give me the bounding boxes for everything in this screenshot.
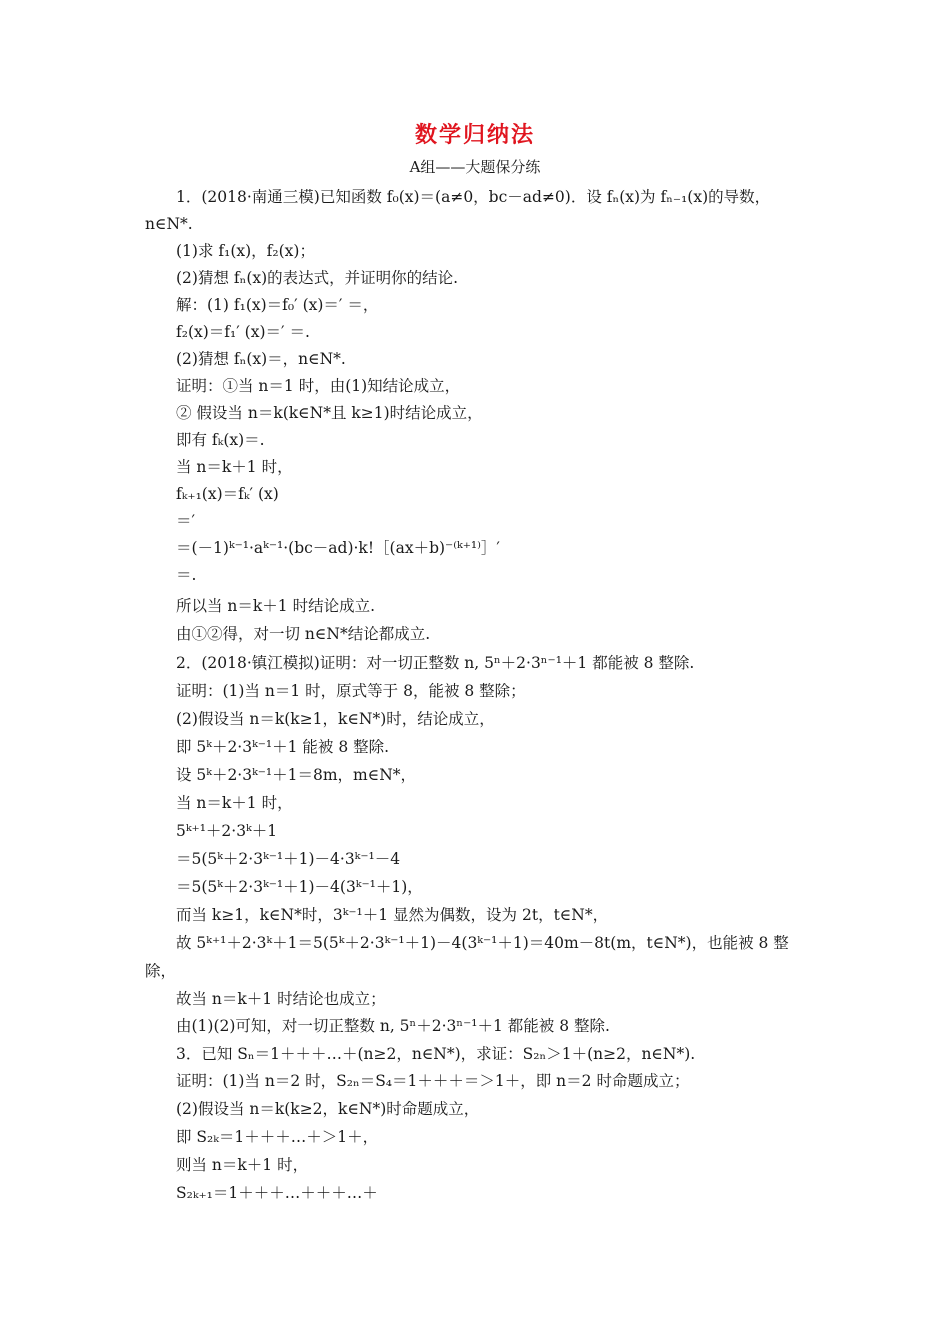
page-subtitle: A组——大题保分练 <box>409 158 541 176</box>
text-line: 1．(2018·南通三模)已知函数 f₀(x)＝(a≠0，bc－ad≠0)．设 fₙ(x)为 fₙ₋₁(x)的导数， <box>176 188 771 206</box>
page-title: 数学归纳法 <box>414 122 535 148</box>
text-line: (2)猜想 fₙ(x)＝，n∈N*. <box>176 350 346 368</box>
text-line: f₂(x)＝f₁′ (x)＝′ ＝. <box>176 323 310 341</box>
text-line: 故 5ᵏ⁺¹＋2·3ᵏ＋1＝5(5ᵏ＋2·3ᵏ⁻¹＋1)－4(3ᵏ⁻¹＋1)＝40m－8t(m，t∈N*)，也能被 8 整 <box>176 934 789 952</box>
text-line: 即 S₂ₖ＝1＋＋＋…＋＞1＋， <box>176 1128 379 1146</box>
text-line: 即 5ᵏ＋2·3ᵏ⁻¹＋1 能被 8 整除. <box>176 738 390 756</box>
text-line: (2)假设当 n＝k(k≥1，k∈N*)时，结论成立， <box>176 710 495 728</box>
text-line: (2)猜想 fₙ(x)的表达式，并证明你的结论. <box>176 269 459 287</box>
text-line: ② 假设当 n＝k(k∈N*且 k≥1)时结论成立， <box>176 404 483 422</box>
text-line: 故当 n＝k＋1 时结论也成立； <box>176 990 386 1008</box>
text-line: (2)假设当 n＝k(k≥2，k∈N*)时命题成立， <box>176 1100 480 1118</box>
text-line: 2．(2018·镇江模拟)证明：对一切正整数 n, 5ⁿ＋2·3ⁿ⁻¹＋1 都能被 8 整除. <box>176 654 695 672</box>
text-line: 当 n＝k＋1 时， <box>176 458 293 476</box>
text-line: 证明：(1)当 n＝1 时，原式等于 8，能被 8 整除； <box>176 682 526 700</box>
text-line: (1)求 f₁(x)，f₂(x)； <box>176 242 315 260</box>
text-line: 由①②得，对一切 n∈N*结论都成立. <box>176 625 431 643</box>
text-line: 而当 k≥1，k∈N*时，3ᵏ⁻¹＋1 显然为偶数，设为 2t，t∈N*， <box>176 906 609 924</box>
text-line: 3．已知 Sₙ＝1＋＋＋…＋(n≥2，n∈N*)，求证：S₂ₙ＞1＋(n≥2，n∈N*). <box>176 1045 696 1063</box>
text-line: 所以当 n＝k＋1 时结论成立. <box>176 597 376 615</box>
text-line: ＝′ <box>176 512 196 530</box>
text-line: ＝. <box>176 566 197 584</box>
text-line: S₂ₖ₊₁＝1＋＋＋…＋＋＋…＋ <box>176 1184 378 1202</box>
text-line: ＝5(5ᵏ＋2·3ᵏ⁻¹＋1)－4(3ᵏ⁻¹＋1)， <box>176 878 423 896</box>
text-line: ＝5(5ᵏ＋2·3ᵏ⁻¹＋1)－4·3ᵏ⁻¹－4 <box>176 850 401 868</box>
text-line: 证明：(1)当 n＝2 时，S₂ₙ＝S₄＝1＋＋＋＝＞1＋，即 n＝2 时命题成立； <box>176 1072 690 1090</box>
text-line: 设 5ᵏ＋2·3ᵏ⁻¹＋1＝8m，m∈N*， <box>176 766 417 784</box>
text-line: 由(1)(2)可知，对一切正整数 n, 5ⁿ＋2·3ⁿ⁻¹＋1 都能被 8 整除. <box>176 1017 610 1035</box>
text-line: ＝(－1)ᵏ⁻¹·aᵏ⁻¹·(bc－ad)·k!［(ax＋b)⁻⁽ᵏ⁺¹⁾］′ <box>176 539 500 557</box>
text-line: 除， <box>145 962 177 980</box>
text-line: 解：(1) f₁(x)＝f₀′ (x)＝′ ＝， <box>176 296 379 314</box>
text-line: 5ᵏ⁺¹＋2·3ᵏ＋1 <box>176 822 278 840</box>
text-line: fₖ₊₁(x)＝fₖ′ (x) <box>176 485 279 503</box>
text-line: n∈N*. <box>145 215 193 233</box>
text-line: 则当 n＝k＋1 时， <box>176 1156 309 1174</box>
text-line: 证明：①当 n＝1 时，由(1)知结论成立， <box>176 377 461 395</box>
text-line: 当 n＝k＋1 时， <box>176 794 293 812</box>
text-line: 即有 fₖ(x)＝. <box>176 431 265 449</box>
